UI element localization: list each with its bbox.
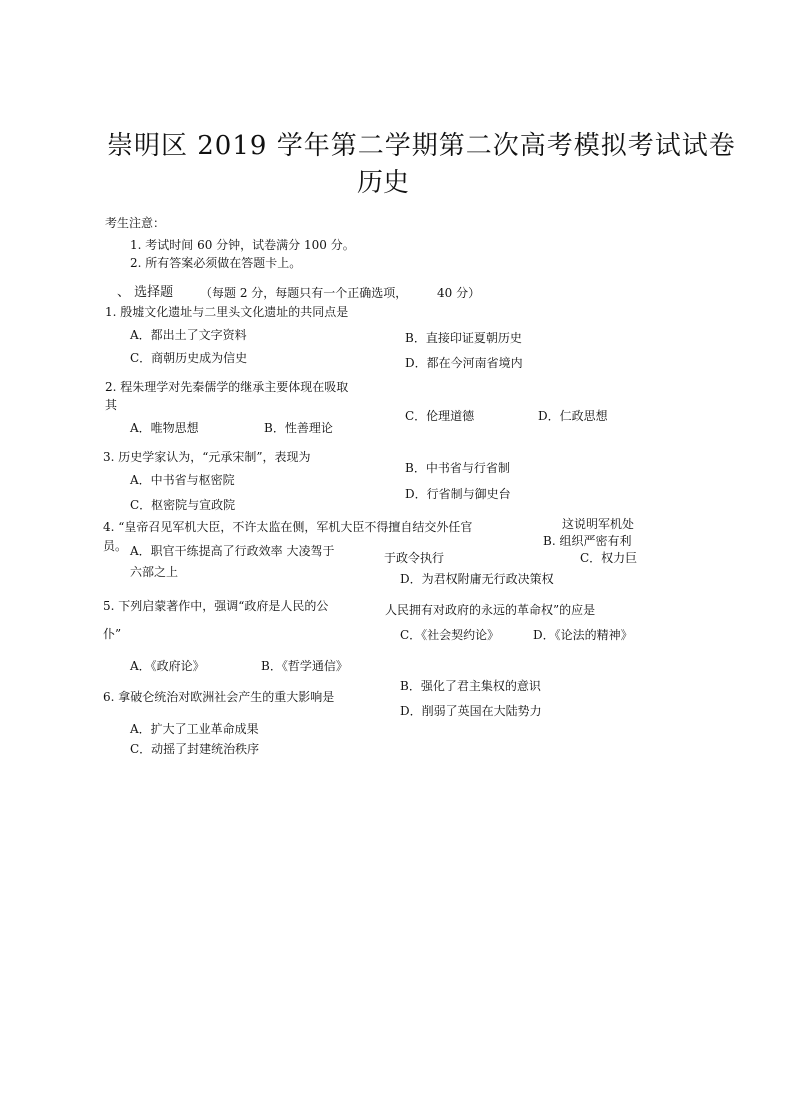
question-4-option-a-cont: 六部之上 [130,565,179,579]
question-2-option-c: C．伦理道德 [405,409,475,423]
question-2-option-b: B．性善理论 [264,421,333,435]
question-2-stem-cont: 其 [105,398,118,412]
question-4-option-b-cont: 于政令执行 [384,551,445,565]
question-4-option-d: D．为君权附庸无行政决策权 [400,572,554,586]
question-5-stem: 5. 下列启蒙著作中，强调“政府是人民的公 [103,599,329,613]
question-4-stem: 4. “皇帝召见军机大臣，不许太监在侧，军机大臣不得擅自结交外任官 [103,520,473,534]
question-5-option-d: D．《论法的精神》 [533,628,633,642]
question-6-stem: 6. 拿破仑统治对欧洲社会产生的重大影响是 [103,690,335,704]
question-5-option-a: A．《政府论》 [130,659,205,673]
question-3-option-d: D．行省制与御史台 [405,487,511,501]
question-1-option-a: A．都出土了文字资料 [130,328,247,342]
section-note: （每题 2 分，每题只有一个正确选项， [200,286,408,300]
question-6-option-a: A．扩大了工业革命成果 [130,722,259,736]
question-2-stem: 2. 程朱理学对先秦儒学的继承主要体现在吸取 [105,380,349,394]
question-4-stem-right: 这说明军机处 [562,517,635,531]
question-2-option-a: A．唯物思想 [130,421,199,435]
question-3-option-b: B．中书省与行省制 [405,461,510,475]
question-1-option-b: B．直接印证夏朝历史 [405,331,522,345]
question-5-stem-end: 仆” [103,627,122,641]
subject-title: 历史 [357,168,410,198]
exam-title: 崇明区 2019 学年第二学期第二次高考模拟考试试卷 [107,131,736,161]
question-4-stem-cont: 员。 [103,539,128,553]
question-1-stem: 1. 殷墟文化遗址与二里头文化遗址的共同点是 [105,305,349,319]
question-4-option-c: C．权力巨 [580,551,638,565]
section-heading: 、 选择题 [117,285,174,300]
question-1-option-d: D．都在今河南省境内 [405,356,523,370]
question-3-option-a: A．中书省与枢密院 [130,473,235,487]
question-5-stem-cont: 人民拥有对政府的永远的革命权”的应是 [385,603,596,617]
question-3-stem: 3. 历史学家认为，“元承宋制”，表现为 [103,450,311,464]
question-3-option-c: C．枢密院与宣政院 [130,498,236,512]
section-note-total: 40 分） [437,286,481,300]
notice-item-1: 1. 考试时间 60 分钟，试卷满分 100 分。 [130,238,355,252]
question-4-option-b: B. 组织严密有利 [543,534,632,548]
question-5-option-b: B．《哲学通信》 [261,659,348,673]
question-4-option-a: A．职官干练提高了行政效率 大凌驾于 [130,544,335,558]
question-6-option-b: B．强化了君主集权的意识 [400,679,541,693]
question-5-option-c: C．《社会契约论》 [400,628,500,642]
notice-heading: 考生注意： [105,216,166,230]
question-2-option-d: D．仁政思想 [538,409,608,423]
notice-item-2: 2. 所有答案必须做在答题卡上。 [130,256,302,270]
question-6-option-d: D．削弱了英国在大陆势力 [400,704,542,718]
question-1-option-c: C．商朝历史成为信史 [130,351,248,365]
question-6-option-c: C．动摇了封建统治秩序 [130,742,260,756]
